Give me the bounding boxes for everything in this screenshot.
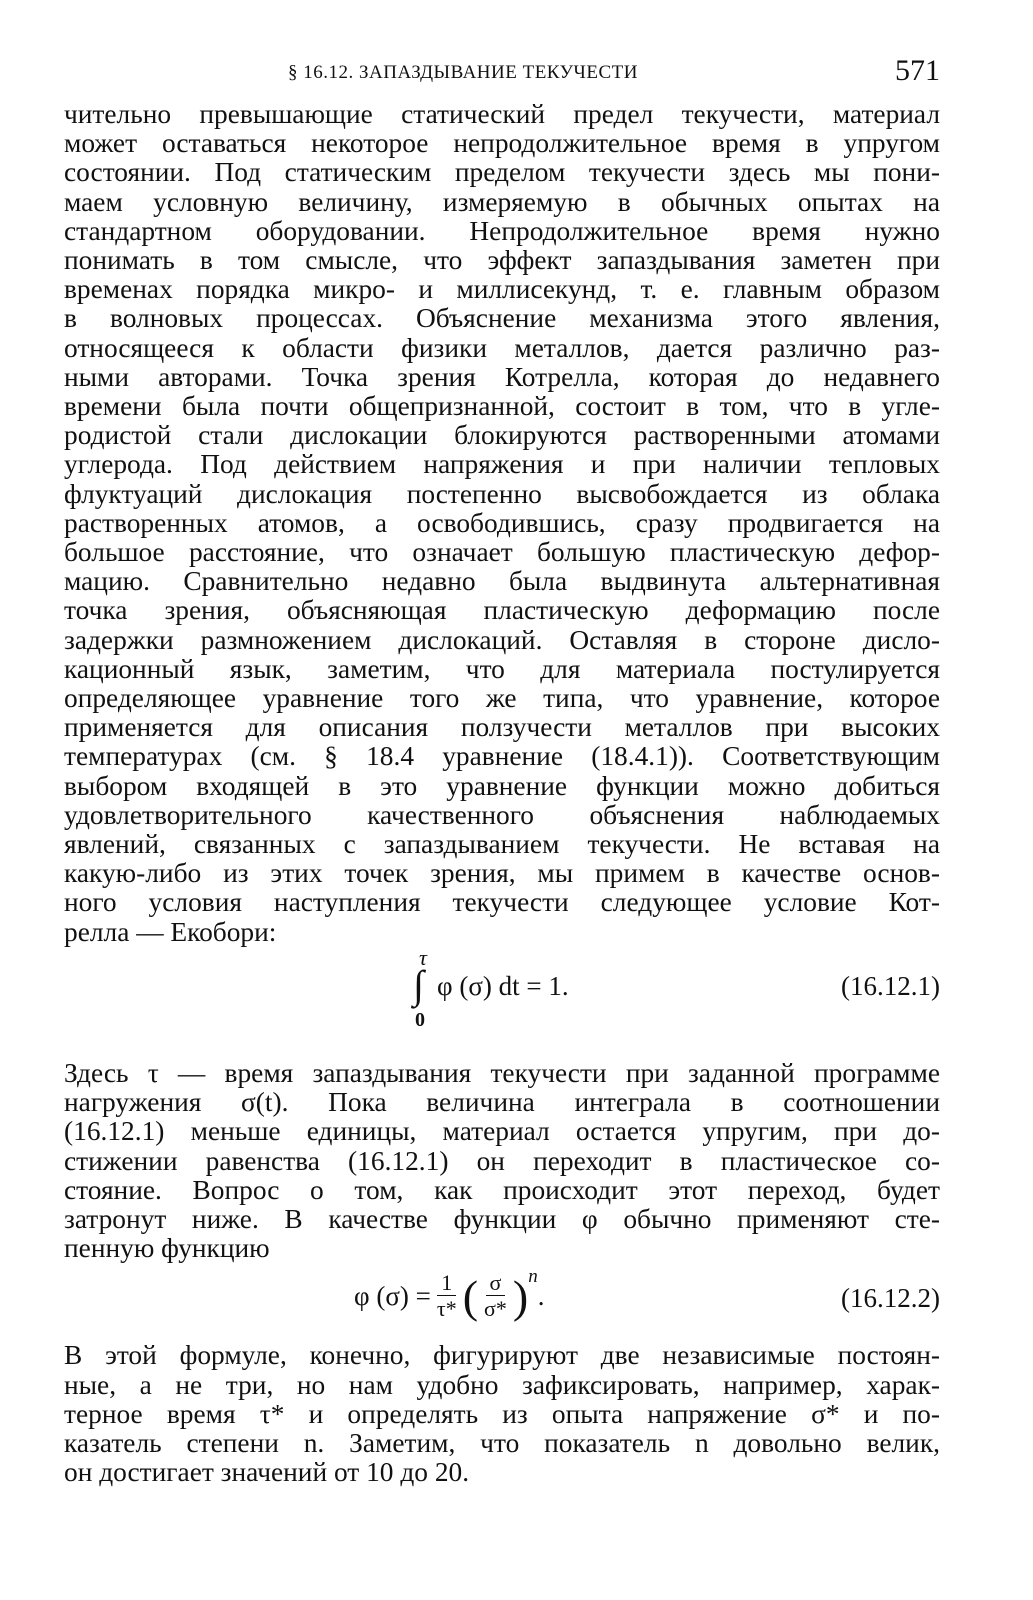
paragraph-2 [64, 1059, 940, 1263]
equation-number: (16.12.1) [841, 970, 940, 1001]
equation-number: (16.12.2) [841, 1283, 940, 1314]
text-line: выбором входящей в это уравнение функции можно добиться [64, 770, 940, 801]
integral-lower-limit: 0 [415, 1008, 425, 1031]
text-line: стижении равенства (16.12.1) он переходит в пластическое со- [64, 1145, 940, 1176]
text-line: он достигает значений от 10 до 20. [64, 1457, 470, 1488]
text-line: точка зрения, объясняющая пластическую деформацию после [64, 595, 940, 626]
text-line: стояние. Вопрос о том, как происходит этот переход, будет [64, 1174, 940, 1205]
fraction-one-over-tau [435, 1271, 459, 1322]
running-head: § 16.12. ЗАПАЗДЫВАНИЕ ТЕКУЧЕСТИ [288, 62, 639, 83]
text-line: В этой формуле, конечно, фигурируют две независимые постоян- [64, 1340, 940, 1371]
text-line: в волновых процессах. Объяснение механизма этого явления, [64, 303, 940, 334]
text-line: удовлетворительного качественного объяснения наблюдаемых [64, 799, 940, 830]
fraction-denominator: σ* [484, 1296, 507, 1322]
text-line: может оставаться некоторое непродолжительное время в упругом [64, 128, 940, 159]
text-line: затронут ниже. В качестве функции φ обычно применяют сте- [64, 1203, 940, 1234]
text-line: казатель степени n. Заметим, что показатель n довольно велик, [64, 1427, 940, 1458]
text-line: понимать в том смысле, что эффект запаздывания заметен при [64, 245, 940, 276]
text-line: чительно превышающие статический предел текучести, материал [64, 99, 940, 129]
text-line: углерода. Под действием напряжения и при наличии тепловых [64, 449, 940, 480]
text-line: пенную функцию [64, 1233, 270, 1264]
fraction-denominator: τ* [436, 1296, 457, 1322]
text-line: терное время τ* и определять из опыта напряжение σ* и по- [64, 1398, 940, 1429]
text-line: мацию. Сравнительно недавно была выдвинута альтернативная [64, 566, 940, 597]
text-line: Здесь τ — время запаздывания текучести при заданной программе [64, 1057, 940, 1088]
fraction-sigma-ratio [482, 1271, 509, 1322]
text-line: задержки размножением дислокаций. Оставляя в стороне дисло- [64, 624, 940, 655]
page-header [64, 50, 940, 100]
fraction-numerator: σ [486, 1271, 506, 1296]
text-line: какую-либо из этих точек зрения, мы примем в качестве основ- [64, 858, 940, 889]
paragraph-1 [64, 100, 940, 947]
text-line: ными авторами. Точка зрения Котрелла, которая до недавнего [64, 361, 940, 392]
text-line: (16.12.1) меньше единицы, материал остается упругим, при до- [64, 1116, 940, 1147]
formula-16-12-1 [64, 944, 940, 1059]
text-line: стандартном оборудовании. Непродолжительное время нужно [64, 215, 940, 246]
text-line: определяющее уравнение того же типа, что уравнение, которое [64, 683, 940, 714]
paragraph-3 [64, 1341, 940, 1487]
text-line: нагружения σ(t). Пока величина интеграла в соотношении [64, 1087, 940, 1118]
text-line: температурах (см. § 18.4 уравнение (18.4.1)). Соответствующим [64, 741, 940, 772]
text-line: ные, а не три, но нам удобно зафиксировать, например, харак- [64, 1369, 940, 1400]
text-line: явлений, связанных с запаздыванием текучести. Не вставая на [64, 829, 940, 860]
text-line: времени была почти общепризнанной, состоит в том, что в угле- [64, 391, 940, 422]
text-line: относящееся к области физики металлов, дается различно раз- [64, 332, 940, 363]
text-line: временах порядка микро- и миллисекунд, т. е. главным образом [64, 274, 940, 305]
power-function-formula [354, 1265, 545, 1322]
text-line: кационный язык, заметим, что для материала постулируется [64, 653, 940, 684]
integral-sign: ∫ [413, 961, 424, 1007]
page-number: 571 [895, 54, 940, 87]
exponent: n [528, 1265, 538, 1287]
fraction-numerator: 1 [437, 1271, 456, 1296]
text-line: растворенных атомов, а освободившись, сразу продвигается на [64, 507, 940, 538]
right-paren: ) [512, 1270, 529, 1322]
text-line: ного условия наступления текучести следующее условие Кот- [64, 887, 940, 918]
formula-lhs: φ (σ) = [354, 1281, 431, 1312]
text-line: релла — Екобори: [64, 916, 277, 947]
formula-tail: . [537, 1281, 545, 1312]
integral-upper-limit: τ [419, 944, 427, 970]
text-line: родистой стали дислокации блокируются растворенными атомами [64, 420, 940, 451]
page [64, 50, 940, 1487]
left-paren: ( [462, 1270, 479, 1322]
text-line: применяется для описания ползучести металлов при высоких [64, 712, 940, 743]
text-line: большое расстояние, что означает большую пластическую дефор- [64, 537, 940, 568]
text-line: флуктуаций дислокация постепенно высвобождается из облака [64, 478, 940, 509]
formula-16-12-2 [64, 1263, 940, 1341]
text-line: маем условную величину, измеряемую в обычных опытах на [64, 186, 940, 217]
integral-body: φ (σ) dt = 1. [437, 970, 569, 1001]
text-line: состоянии. Под статическим пределом текучести здесь мы пони- [64, 157, 940, 188]
